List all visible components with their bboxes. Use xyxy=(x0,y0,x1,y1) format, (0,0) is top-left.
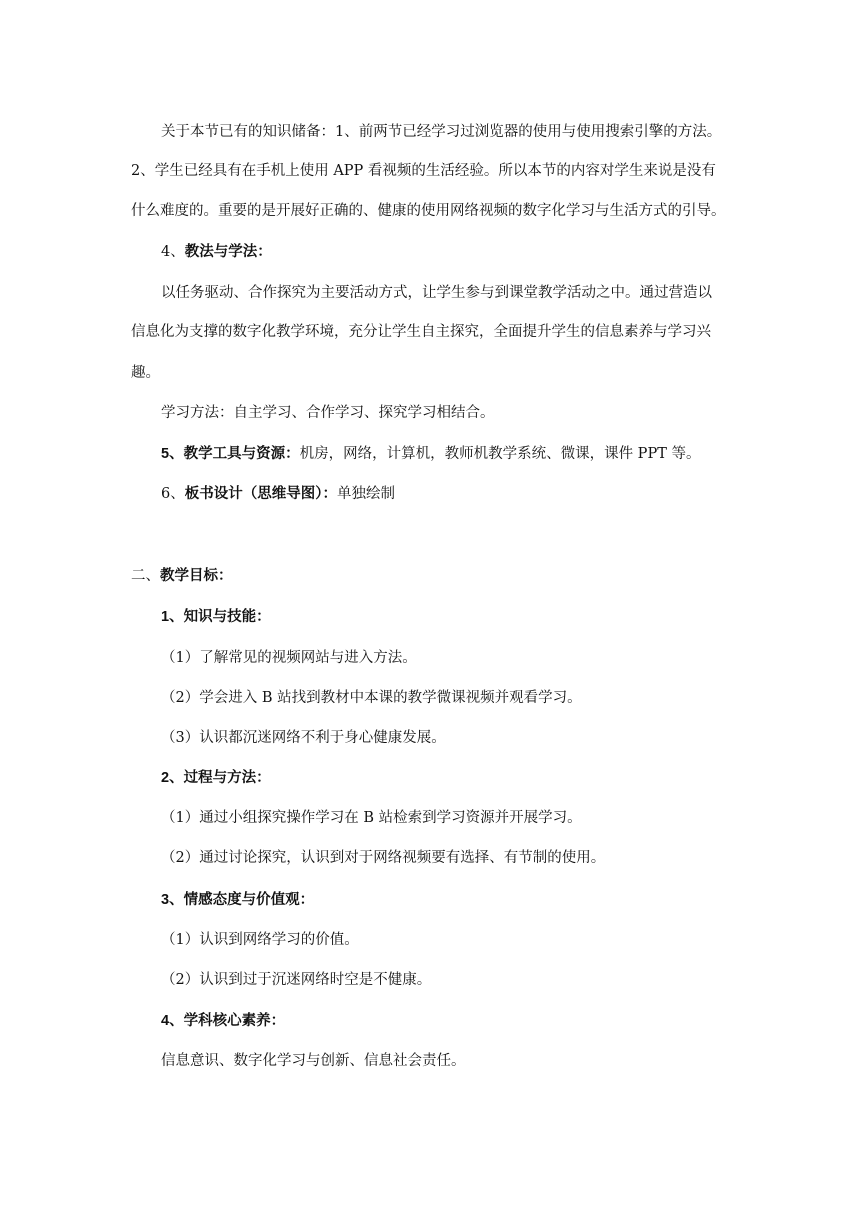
goal-2-heading: 2、过程与方法： xyxy=(161,770,271,786)
list-item: （2）认识到过于沉迷网络时空是不健康。 xyxy=(161,972,432,988)
list-item: （1）了解常见的视频网站与进入方法。 xyxy=(161,650,417,666)
section-5 xyxy=(161,444,700,464)
paragraph-line: 2、学生已经具有在手机上使用 APP 看视频的生活经验。所以本节的内容对学生来说是没有 xyxy=(131,163,716,179)
goal-4-heading: 4、学科核心素养： xyxy=(161,1013,286,1029)
chapter-heading xyxy=(131,566,233,586)
section-6 xyxy=(161,484,395,504)
paragraph-line: 以任务驱动、合作探究为主要活动方式，让学生参与到课堂教学活动之中。通过营造以 xyxy=(161,285,712,301)
list-item: （3）认识都沉迷网络不利于身心健康发展。 xyxy=(161,730,446,746)
section-number: 二、 xyxy=(131,568,160,584)
section-title: 板书设计（思维导图）： xyxy=(184,485,337,502)
section-title: 5、教学工具与资源： xyxy=(161,446,300,462)
list-item: （2）学会进入 B 站找到教材中本课的教学微课视频并观看学习。 xyxy=(161,690,582,706)
section-title: 教法与学法： xyxy=(184,243,272,260)
goal-1-heading: 1、知识与技能： xyxy=(161,609,271,625)
section-number: 6、 xyxy=(161,486,185,502)
paragraph-line: 学习方法：自主学习、合作学习、探究学习相结合。 xyxy=(161,405,495,421)
list-item: （1）认识到网络学习的价值。 xyxy=(161,932,359,948)
list-item: （1）通过小组探究操作学习在 B 站检索到学习资源并开展学习。 xyxy=(161,810,582,826)
list-item: （2）通过讨论探究，认识到对于网络视频要有选择、有节制的使用。 xyxy=(161,850,606,866)
section-4-heading xyxy=(161,242,272,262)
paragraph-line: 什么难度的。重要的是开展好正确的、健康的使用网络视频的数字化学习与生活方式的引导。 xyxy=(131,203,726,219)
paragraph-line: 关于本节已有的知识储备：1、前两节已经学习过浏览器的使用与使用搜索引擎的方法。 xyxy=(161,124,722,140)
section-title: 教学目标： xyxy=(160,567,233,584)
section-text: 单独绘制 xyxy=(336,486,395,502)
goal-3-heading: 3、情感态度与价值观： xyxy=(161,892,315,908)
paragraph-line: 趣。 xyxy=(131,365,160,381)
paragraph-line: 信息化为支撑的数字化教学环境，充分让学生自主探究，全面提升学生的信息素养与学习兴 xyxy=(131,324,711,340)
section-text: 机房，网络，计算机，教师机教学系统、微课，课件 PPT 等。 xyxy=(299,446,701,462)
section-number: 4、 xyxy=(161,244,185,260)
paragraph-line: 信息意识、数字化学习与创新、信息社会责任。 xyxy=(161,1053,466,1069)
